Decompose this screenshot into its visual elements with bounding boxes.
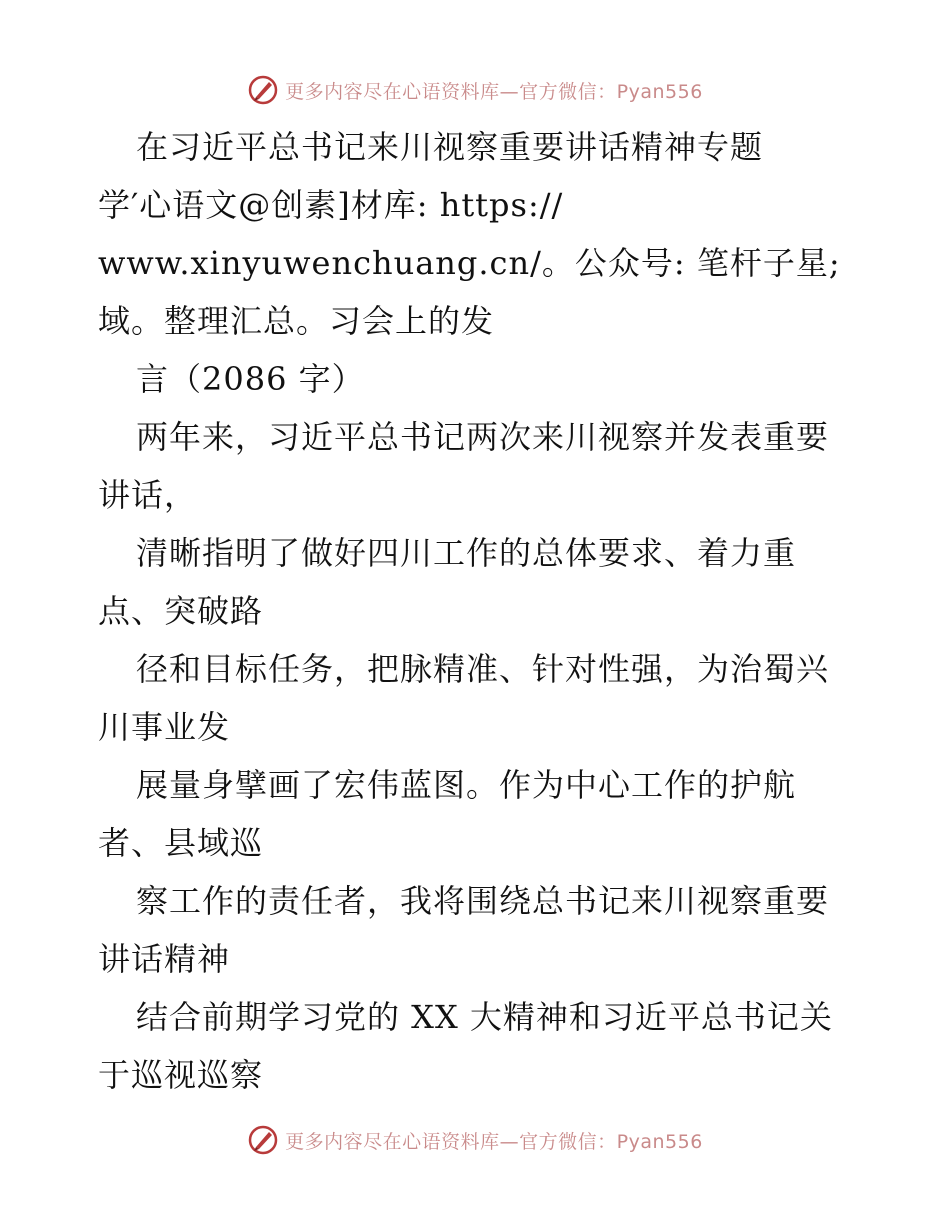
body-line: 于巡视巡察 bbox=[98, 1056, 264, 1094]
body-line: 者、县域巡 bbox=[98, 824, 264, 862]
body-line: 川事业发 bbox=[98, 708, 231, 746]
document-body bbox=[98, 118, 858, 1104]
body-line: 结合前期学习党的 XX 大精神和习近平总书记关 bbox=[136, 998, 833, 1036]
header-text: 更多内容尽在心语资料库—官方微信：Pyan556 bbox=[285, 80, 703, 103]
body-line: 清晰指明了做好四川工作的总体要求、着力重 bbox=[136, 534, 797, 572]
body-line: 讲话精神 bbox=[98, 940, 231, 978]
footer-banner bbox=[0, 1120, 950, 1160]
body-line: 言（2086 字） bbox=[136, 360, 365, 398]
quill-pen-logo-icon bbox=[247, 74, 279, 106]
footer-text: 更多内容尽在心语资料库—官方微信：Pyan556 bbox=[285, 1130, 703, 1153]
body-line: 讲话， bbox=[98, 476, 198, 514]
quill-pen-logo-icon bbox=[247, 1124, 279, 1156]
body-line: 察工作的责任者，我将围绕总书记来川视察重要 bbox=[136, 882, 830, 920]
body-line: 点、突破路 bbox=[98, 592, 264, 630]
body-line: 在习近平总书记来川视察重要讲话精神专题 bbox=[136, 128, 764, 166]
header-banner bbox=[0, 70, 950, 110]
body-line: 学′心语文@创素]材库: https:// bbox=[98, 186, 564, 224]
body-line: 展量身擘画了宏伟蓝图。作为中心工作的护航 bbox=[136, 766, 797, 804]
body-line: www.xinyuwenchuang.cn/。公众号: 笔杆子星; bbox=[98, 244, 841, 282]
body-line: 径和目标任务，把脉精准、针对性强，为治蜀兴 bbox=[136, 650, 830, 688]
body-line: 两年来，习近平总书记两次来川视察并发表重要 bbox=[136, 418, 830, 456]
body-line: 域。整理汇总。习会上的发 bbox=[98, 302, 495, 340]
